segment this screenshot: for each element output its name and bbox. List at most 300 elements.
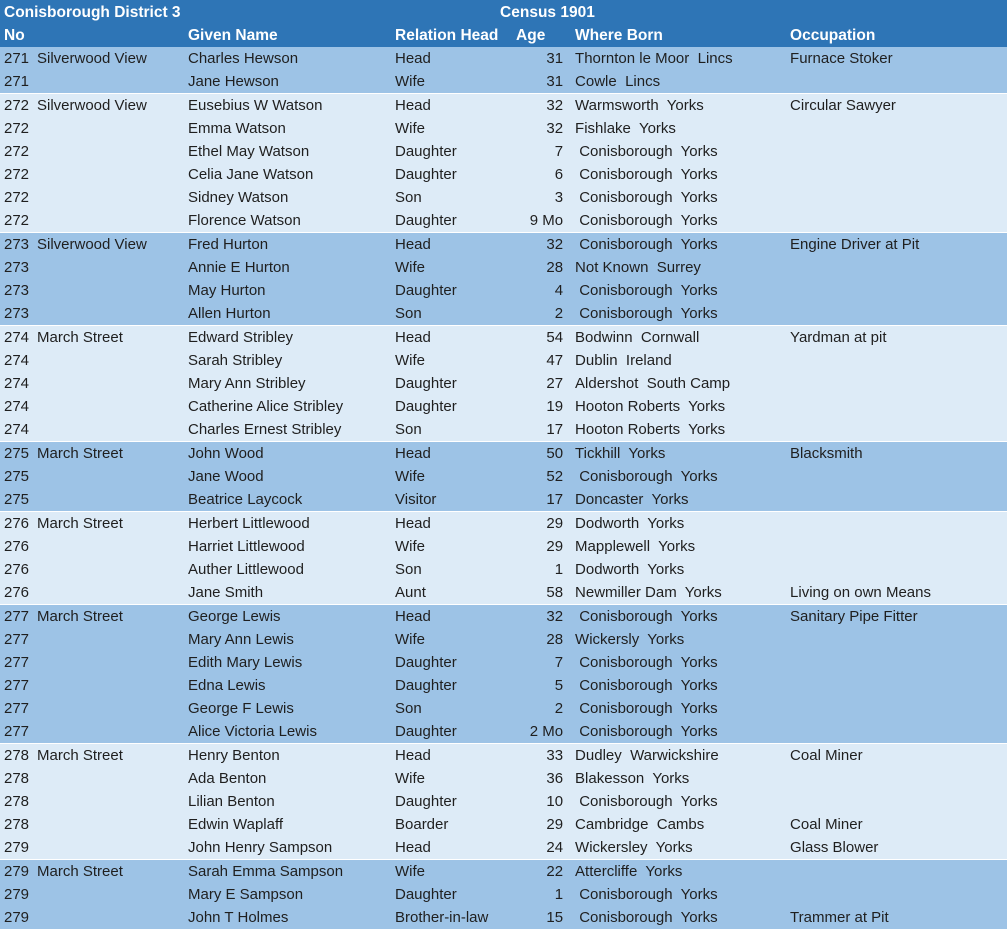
cell-where-born: Aldershot South Camp (575, 372, 790, 395)
cell-relation: Head (395, 326, 516, 350)
cell-no: 278 (0, 813, 37, 836)
cell-street (37, 465, 188, 488)
cell-relation: Wife (395, 70, 516, 94)
cell-street (37, 163, 188, 186)
cell-given-name: Edna Lewis (188, 674, 395, 697)
cell-occupation: Engine Driver at Pit (790, 233, 1007, 257)
cell-street (37, 883, 188, 906)
cell-occupation (790, 117, 1007, 140)
table-row (0, 349, 1007, 372)
cell-street (37, 836, 188, 860)
cell-no: 277 (0, 651, 37, 674)
table-row (0, 512, 1007, 536)
cell-given-name: Edith Mary Lewis (188, 651, 395, 674)
cell-street (37, 790, 188, 813)
cell-given-name: John Wood (188, 442, 395, 466)
cell-where-born: Conisborough Yorks (575, 651, 790, 674)
header-occupation: Occupation (790, 24, 1007, 47)
cell-relation: Daughter (395, 395, 516, 418)
cell-given-name: May Hurton (188, 279, 395, 302)
cell-where-born: Conisborough Yorks (575, 697, 790, 720)
cell-relation: Wife (395, 767, 516, 790)
cell-street (37, 302, 188, 326)
cell-street (37, 418, 188, 442)
cell-occupation (790, 790, 1007, 813)
table-row (0, 279, 1007, 302)
cell-given-name: Emma Watson (188, 117, 395, 140)
cell-relation: Wife (395, 256, 516, 279)
table-row (0, 395, 1007, 418)
table-row (0, 418, 1007, 442)
cell-no: 276 (0, 535, 37, 558)
cell-age: 32 (516, 233, 575, 257)
cell-where-born: Conisborough Yorks (575, 279, 790, 302)
cell-where-born: Mapplewell Yorks (575, 535, 790, 558)
cell-relation: Daughter (395, 674, 516, 697)
cell-age: 50 (516, 442, 575, 466)
cell-age: 7 (516, 140, 575, 163)
table-row (0, 605, 1007, 629)
cell-occupation (790, 279, 1007, 302)
cell-where-born: Conisborough Yorks (575, 186, 790, 209)
header-no: No (0, 24, 188, 47)
cell-given-name: Charles Ernest Stribley (188, 418, 395, 442)
cell-age: 47 (516, 349, 575, 372)
cell-occupation: Glass Blower (790, 836, 1007, 860)
cell-street (37, 720, 188, 744)
cell-street: March Street (37, 512, 188, 536)
census-year-text: Census 1901 (500, 3, 595, 21)
header-where-born: Where Born (575, 24, 790, 47)
cell-age: 6 (516, 163, 575, 186)
cell-age: 7 (516, 651, 575, 674)
cell-age: 29 (516, 512, 575, 536)
cell-occupation: Furnace Stoker (790, 47, 1007, 70)
cell-occupation (790, 140, 1007, 163)
cell-relation: Wife (395, 117, 516, 140)
cell-relation: Head (395, 836, 516, 860)
sheet-title: Conisborough District 3 (0, 0, 516, 24)
cell-given-name: Sidney Watson (188, 186, 395, 209)
cell-street (37, 651, 188, 674)
table-row (0, 94, 1007, 118)
cell-occupation (790, 674, 1007, 697)
table-row (0, 442, 1007, 466)
cell-street (37, 140, 188, 163)
cell-where-born: Conisborough Yorks (575, 790, 790, 813)
cell-given-name: Lilian Benton (188, 790, 395, 813)
cell-occupation (790, 767, 1007, 790)
cell-street (37, 70, 188, 94)
cell-age: 2 (516, 302, 575, 326)
cell-given-name: Ada Benton (188, 767, 395, 790)
cell-given-name: Alice Victoria Lewis (188, 720, 395, 744)
title-row (0, 0, 1007, 24)
cell-no: 273 (0, 302, 37, 326)
cell-age: 17 (516, 418, 575, 442)
cell-occupation (790, 372, 1007, 395)
census-year-title (500, 0, 1007, 24)
cell-relation: Daughter (395, 790, 516, 813)
header-age: Age (516, 24, 575, 47)
table-row (0, 767, 1007, 790)
cell-age: 32 (516, 94, 575, 118)
table-row (0, 140, 1007, 163)
cell-no: 271 (0, 70, 37, 94)
cell-no: 274 (0, 349, 37, 372)
cell-where-born: Blakesson Yorks (575, 767, 790, 790)
cell-given-name: Celia Jane Watson (188, 163, 395, 186)
cell-occupation (790, 163, 1007, 186)
table-row (0, 233, 1007, 257)
cell-occupation: Trammer at Pit (790, 906, 1007, 929)
cell-no: 275 (0, 465, 37, 488)
table-row (0, 790, 1007, 813)
cell-street (37, 535, 188, 558)
cell-relation: Wife (395, 465, 516, 488)
cell-age: 2 Mo (516, 720, 575, 744)
table-row (0, 186, 1007, 209)
cell-relation: Head (395, 744, 516, 768)
cell-given-name: Florence Watson (188, 209, 395, 233)
table-row (0, 488, 1007, 512)
table-row (0, 581, 1007, 605)
cell-where-born: Thornton le Moor Lincs (575, 47, 790, 70)
cell-where-born: Dudley Warwickshire (575, 744, 790, 768)
cell-no: 279 (0, 836, 37, 860)
cell-relation: Aunt (395, 581, 516, 605)
cell-given-name: John Henry Sampson (188, 836, 395, 860)
cell-relation: Head (395, 47, 516, 70)
cell-street (37, 395, 188, 418)
cell-occupation (790, 651, 1007, 674)
cell-street: Silverwood View (37, 47, 188, 70)
census-body (0, 47, 1007, 929)
cell-relation: Brother-in-law (395, 906, 516, 929)
cell-where-born: Dodworth Yorks (575, 558, 790, 581)
cell-no: 275 (0, 488, 37, 512)
cell-no: 272 (0, 94, 37, 118)
cell-age: 5 (516, 674, 575, 697)
cell-street (37, 117, 188, 140)
cell-relation: Head (395, 233, 516, 257)
cell-no: 277 (0, 628, 37, 651)
cell-given-name: Mary Ann Stribley (188, 372, 395, 395)
cell-age: 28 (516, 628, 575, 651)
cell-no: 278 (0, 744, 37, 768)
cell-relation: Daughter (395, 163, 516, 186)
cell-relation: Visitor (395, 488, 516, 512)
cell-relation: Wife (395, 860, 516, 884)
cell-no: 277 (0, 720, 37, 744)
cell-occupation: Sanitary Pipe Fitter (790, 605, 1007, 629)
cell-street (37, 256, 188, 279)
cell-occupation: Yardman at pit (790, 326, 1007, 350)
cell-street (37, 558, 188, 581)
cell-where-born: Fishlake Yorks (575, 117, 790, 140)
cell-no: 273 (0, 279, 37, 302)
cell-given-name: Herbert Littlewood (188, 512, 395, 536)
cell-street: Silverwood View (37, 233, 188, 257)
cell-where-born: Not Known Surrey (575, 256, 790, 279)
cell-relation: Daughter (395, 651, 516, 674)
cell-where-born: Conisborough Yorks (575, 209, 790, 233)
cell-no: 275 (0, 442, 37, 466)
cell-street (37, 906, 188, 929)
table-row (0, 744, 1007, 768)
table-row (0, 836, 1007, 860)
cell-no: 272 (0, 209, 37, 233)
cell-street (37, 813, 188, 836)
cell-where-born: Cambridge Cambs (575, 813, 790, 836)
cell-occupation (790, 395, 1007, 418)
cell-occupation (790, 883, 1007, 906)
cell-street: March Street (37, 442, 188, 466)
cell-given-name: Harriet Littlewood (188, 535, 395, 558)
cell-street: March Street (37, 860, 188, 884)
cell-age: 17 (516, 488, 575, 512)
cell-age: 10 (516, 790, 575, 813)
cell-no: 274 (0, 418, 37, 442)
cell-street (37, 767, 188, 790)
cell-age: 2 (516, 697, 575, 720)
cell-street (37, 628, 188, 651)
table-row (0, 813, 1007, 836)
cell-no: 279 (0, 860, 37, 884)
cell-occupation (790, 697, 1007, 720)
cell-where-born: Bodwinn Cornwall (575, 326, 790, 350)
cell-where-born: Tickhill Yorks (575, 442, 790, 466)
cell-where-born: Conisborough Yorks (575, 140, 790, 163)
cell-where-born: Dublin Ireland (575, 349, 790, 372)
cell-where-born: Conisborough Yorks (575, 605, 790, 629)
cell-age: 54 (516, 326, 575, 350)
cell-no: 272 (0, 186, 37, 209)
cell-where-born: Conisborough Yorks (575, 163, 790, 186)
cell-age: 1 (516, 558, 575, 581)
table-row (0, 906, 1007, 929)
cell-no: 279 (0, 883, 37, 906)
cell-no: 277 (0, 674, 37, 697)
cell-occupation: Coal Miner (790, 813, 1007, 836)
cell-occupation: Coal Miner (790, 744, 1007, 768)
cell-occupation: Circular Sawyer (790, 94, 1007, 118)
cell-no: 274 (0, 372, 37, 395)
cell-occupation (790, 720, 1007, 744)
cell-age: 28 (516, 256, 575, 279)
cell-age: 15 (516, 906, 575, 929)
cell-occupation (790, 302, 1007, 326)
cell-occupation (790, 512, 1007, 536)
cell-given-name: Henry Benton (188, 744, 395, 768)
header-row (0, 24, 1007, 47)
cell-street (37, 674, 188, 697)
cell-occupation: Living on own Means (790, 581, 1007, 605)
cell-age: 52 (516, 465, 575, 488)
cell-no: 274 (0, 326, 37, 350)
cell-given-name: Sarah Emma Sampson (188, 860, 395, 884)
cell-street (37, 279, 188, 302)
cell-relation: Son (395, 418, 516, 442)
table-row (0, 256, 1007, 279)
cell-given-name: Auther Littlewood (188, 558, 395, 581)
cell-no: 273 (0, 233, 37, 257)
cell-street (37, 488, 188, 512)
cell-relation: Boarder (395, 813, 516, 836)
table-row (0, 47, 1007, 70)
cell-where-born: Hooton Roberts Yorks (575, 395, 790, 418)
cell-where-born: Conisborough Yorks (575, 720, 790, 744)
table-row (0, 860, 1007, 884)
cell-street (37, 697, 188, 720)
cell-street: March Street (37, 326, 188, 350)
cell-given-name: Allen Hurton (188, 302, 395, 326)
cell-given-name: Sarah Stribley (188, 349, 395, 372)
cell-age: 1 (516, 883, 575, 906)
table-row (0, 465, 1007, 488)
cell-no: 273 (0, 256, 37, 279)
cell-occupation (790, 349, 1007, 372)
cell-given-name: Charles Hewson (188, 47, 395, 70)
cell-given-name: Jane Hewson (188, 70, 395, 94)
cell-where-born: Dodworth Yorks (575, 512, 790, 536)
cell-given-name: Catherine Alice Stribley (188, 395, 395, 418)
cell-where-born: Attercliffe Yorks (575, 860, 790, 884)
cell-no: 278 (0, 790, 37, 813)
table-row (0, 163, 1007, 186)
cell-relation: Wife (395, 535, 516, 558)
cell-where-born: Warmsworth Yorks (575, 94, 790, 118)
cell-no: 272 (0, 163, 37, 186)
cell-given-name: Ethel May Watson (188, 140, 395, 163)
cell-no: 278 (0, 767, 37, 790)
cell-given-name: Annie E Hurton (188, 256, 395, 279)
cell-relation: Daughter (395, 140, 516, 163)
table-row (0, 209, 1007, 233)
cell-age: 29 (516, 535, 575, 558)
table-row (0, 883, 1007, 906)
cell-age: 31 (516, 47, 575, 70)
cell-street (37, 186, 188, 209)
cell-where-born: Cowle Lincs (575, 70, 790, 94)
cell-street: March Street (37, 605, 188, 629)
cell-where-born: Conisborough Yorks (575, 302, 790, 326)
cell-age: 9 Mo (516, 209, 575, 233)
table-row (0, 674, 1007, 697)
cell-age: 32 (516, 605, 575, 629)
cell-occupation (790, 860, 1007, 884)
cell-relation: Head (395, 94, 516, 118)
cell-occupation (790, 488, 1007, 512)
cell-given-name: Edward Stribley (188, 326, 395, 350)
cell-relation: Daughter (395, 372, 516, 395)
cell-where-born: Conisborough Yorks (575, 883, 790, 906)
cell-street: Silverwood View (37, 94, 188, 118)
table-row (0, 720, 1007, 744)
cell-age: 22 (516, 860, 575, 884)
header-relation: Relation Head (395, 24, 516, 47)
cell-where-born: Conisborough Yorks (575, 465, 790, 488)
cell-street: March Street (37, 744, 188, 768)
cell-occupation (790, 186, 1007, 209)
cell-age: 31 (516, 70, 575, 94)
table-row (0, 302, 1007, 326)
header-given-name: Given Name (188, 24, 395, 47)
cell-no: 272 (0, 117, 37, 140)
table-row (0, 558, 1007, 581)
cell-relation: Wife (395, 628, 516, 651)
cell-where-born: Conisborough Yorks (575, 233, 790, 257)
cell-no: 276 (0, 581, 37, 605)
cell-relation: Son (395, 186, 516, 209)
cell-no: 271 (0, 47, 37, 70)
cell-age: 36 (516, 767, 575, 790)
cell-where-born: Newmiller Dam Yorks (575, 581, 790, 605)
cell-relation: Head (395, 512, 516, 536)
cell-given-name: Mary Ann Lewis (188, 628, 395, 651)
cell-relation: Wife (395, 349, 516, 372)
cell-street (37, 349, 188, 372)
cell-occupation (790, 535, 1007, 558)
cell-street (37, 372, 188, 395)
cell-given-name: Fred Hurton (188, 233, 395, 257)
cell-given-name: George Lewis (188, 605, 395, 629)
cell-age: 29 (516, 813, 575, 836)
cell-age: 3 (516, 186, 575, 209)
cell-given-name: George F Lewis (188, 697, 395, 720)
cell-where-born: Conisborough Yorks (575, 674, 790, 697)
cell-occupation (790, 558, 1007, 581)
cell-where-born: Doncaster Yorks (575, 488, 790, 512)
table-row (0, 651, 1007, 674)
table-row (0, 697, 1007, 720)
cell-age: 19 (516, 395, 575, 418)
table-row (0, 70, 1007, 94)
cell-age: 4 (516, 279, 575, 302)
cell-occupation: Blacksmith (790, 442, 1007, 466)
cell-relation: Daughter (395, 720, 516, 744)
cell-age: 27 (516, 372, 575, 395)
cell-no: 277 (0, 605, 37, 629)
cell-where-born: Wickersley Yorks (575, 836, 790, 860)
cell-no: 272 (0, 140, 37, 163)
cell-given-name: John T Holmes (188, 906, 395, 929)
cell-occupation (790, 209, 1007, 233)
cell-age: 58 (516, 581, 575, 605)
cell-no: 279 (0, 906, 37, 929)
cell-relation: Daughter (395, 883, 516, 906)
cell-where-born: Wickersly Yorks (575, 628, 790, 651)
cell-relation: Son (395, 558, 516, 581)
cell-given-name: Jane Smith (188, 581, 395, 605)
cell-given-name: Mary E Sampson (188, 883, 395, 906)
table-row (0, 628, 1007, 651)
cell-where-born: Hooton Roberts Yorks (575, 418, 790, 442)
cell-occupation (790, 465, 1007, 488)
table-row (0, 117, 1007, 140)
table-row (0, 326, 1007, 350)
cell-relation: Head (395, 442, 516, 466)
cell-occupation (790, 628, 1007, 651)
cell-given-name: Jane Wood (188, 465, 395, 488)
cell-street (37, 209, 188, 233)
cell-occupation (790, 70, 1007, 94)
cell-street (37, 581, 188, 605)
cell-occupation (790, 256, 1007, 279)
cell-given-name: Edwin Waplaff (188, 813, 395, 836)
cell-relation: Daughter (395, 209, 516, 233)
cell-no: 274 (0, 395, 37, 418)
